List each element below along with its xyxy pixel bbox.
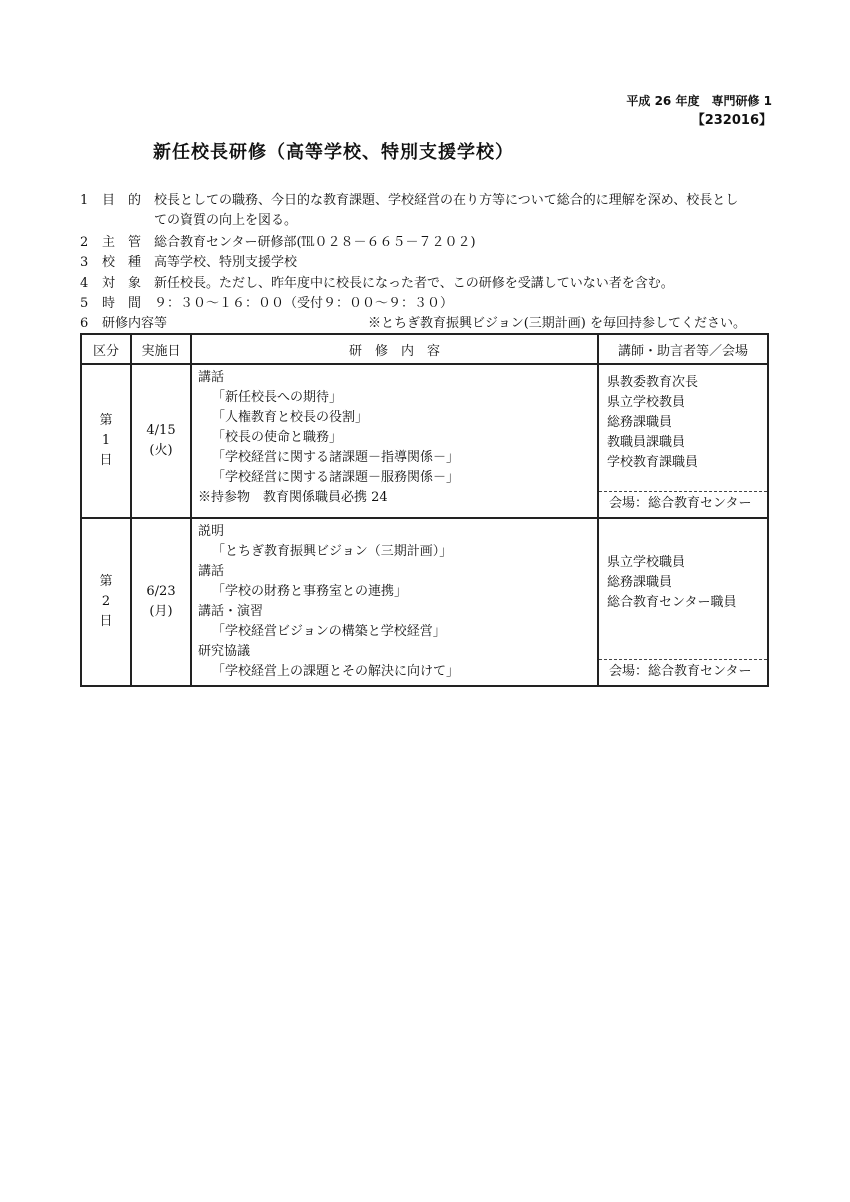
content-line: 「学校経営上の課題とその解決に向けて」 — [212, 664, 460, 679]
item-value: 新任校長。ただし、昨年度中に校長になった者で、この研修を受講していない者を含む。 — [154, 276, 674, 291]
venue-label: 会場：総合教育センター — [599, 659, 767, 685]
item-label: 時 間 — [102, 296, 142, 311]
content-line: 「学校経営に関する諸課題－指導関係－」 — [212, 450, 460, 465]
item-value: 総合教育センター研修部(℡０２８－６６５－７２０２) — [154, 235, 476, 250]
item-number: 4 — [80, 276, 89, 291]
header-kubun: 区分 — [81, 334, 131, 364]
lecturer-item: 学校教育課職員 — [607, 455, 699, 470]
item-number: 1 — [80, 193, 89, 208]
content-line: 説明 — [198, 524, 225, 539]
kubun-char: 1 — [101, 433, 111, 448]
content-line: 研究協議 — [198, 644, 251, 659]
kubun-char: 第 — [99, 413, 113, 428]
table-header-row — [81, 334, 768, 364]
item-label: 校 種 — [102, 255, 142, 270]
table-row — [81, 518, 768, 686]
kubun-char: 2 — [101, 594, 111, 609]
item-label: 主 管 — [102, 235, 142, 250]
venue-label: 会場：総合教育センター — [599, 491, 767, 517]
kubun-char: 日 — [99, 614, 113, 629]
content-line: 「人権教育と校長の役割」 — [212, 410, 369, 425]
lecturer-item: 総合教育センター職員 — [607, 595, 737, 610]
session-date: 4/15 — [146, 423, 176, 438]
date-cell — [131, 518, 191, 686]
year-program-label: 平成 26 年度 専門研修 1 — [626, 94, 772, 108]
lecturer-item: 教職員課職員 — [607, 435, 686, 450]
schedule-table — [80, 333, 769, 687]
lecturer-item: 県教委教育次長 — [607, 375, 699, 390]
header-lecturer: 講師・助言者等／会場 — [598, 334, 768, 364]
lecturer-list — [599, 519, 767, 613]
session-weekday: (火) — [149, 443, 173, 458]
kubun-char: 日 — [99, 453, 113, 468]
kubun-cell — [81, 364, 131, 518]
content-line: 「学校の財務と事務室との連携」 — [212, 584, 408, 599]
item-number: 6 — [80, 316, 89, 331]
content-line: 講話 — [198, 564, 225, 579]
lecturer-cell — [598, 518, 768, 686]
item-value: ９：３０～１６：００（受付９：００～９：３０） — [154, 296, 454, 311]
lecturer-list — [599, 365, 767, 473]
header-date: 実施日 — [131, 334, 191, 364]
item-label: 対 象 — [102, 276, 142, 291]
date-cell — [131, 364, 191, 518]
table-row — [81, 364, 768, 518]
lecturer-item: 総務課職員 — [607, 415, 673, 430]
session-weekday: (月) — [149, 604, 173, 619]
content-line: ※持参物 教育関係職員必携 24 — [198, 490, 388, 505]
content-line: 講話・演習 — [198, 604, 264, 619]
content-line: 講話 — [198, 370, 225, 385]
item-number: 5 — [80, 296, 89, 311]
item-value-continuation: ての資質の向上を図る。 — [154, 213, 298, 228]
content-line: 「校長の使命と職務」 — [212, 430, 343, 445]
session-date: 6/23 — [146, 584, 176, 599]
content-line: 「学校経営に関する諸課題－服務関係－」 — [212, 470, 460, 485]
header-content: 研 修 内 容 — [191, 334, 598, 364]
content-line: 「学校経営ビジョンの構築と学校経営」 — [212, 624, 446, 639]
content-line: 「新任校長への期待」 — [212, 390, 343, 405]
lecturer-item: 総務課職員 — [607, 575, 673, 590]
item-label: 研修内容等 — [102, 316, 168, 331]
program-code: 【232016】 — [691, 113, 772, 128]
lecturer-item: 県立学校職員 — [607, 555, 686, 570]
item-value: 高等学校、特別支援学校 — [154, 255, 298, 270]
kubun-cell — [81, 518, 131, 686]
content-line: 「とちぎ教育振興ビジョン（三期計画）」 — [212, 544, 453, 559]
kubun-char: 第 — [99, 574, 113, 589]
content-cell — [191, 364, 598, 518]
item-number: 3 — [80, 255, 89, 270]
content-cell — [191, 518, 598, 686]
bring-vision-note: ※とちぎ教育振興ビジョン(三期計画) を毎回持参してください。 — [368, 316, 747, 331]
item-label: 目 的 — [102, 193, 142, 208]
page-title: 新任校長研修（高等学校、特別支援学校） — [153, 142, 514, 163]
item-value: 校長としての職務、今日的な教育課題、学校経営の在り方等について総合的に理解を深め、校長とし — [154, 193, 739, 208]
item-number: 2 — [80, 235, 89, 250]
lecturer-item: 県立学校教員 — [607, 395, 686, 410]
lecturer-cell — [598, 364, 768, 518]
